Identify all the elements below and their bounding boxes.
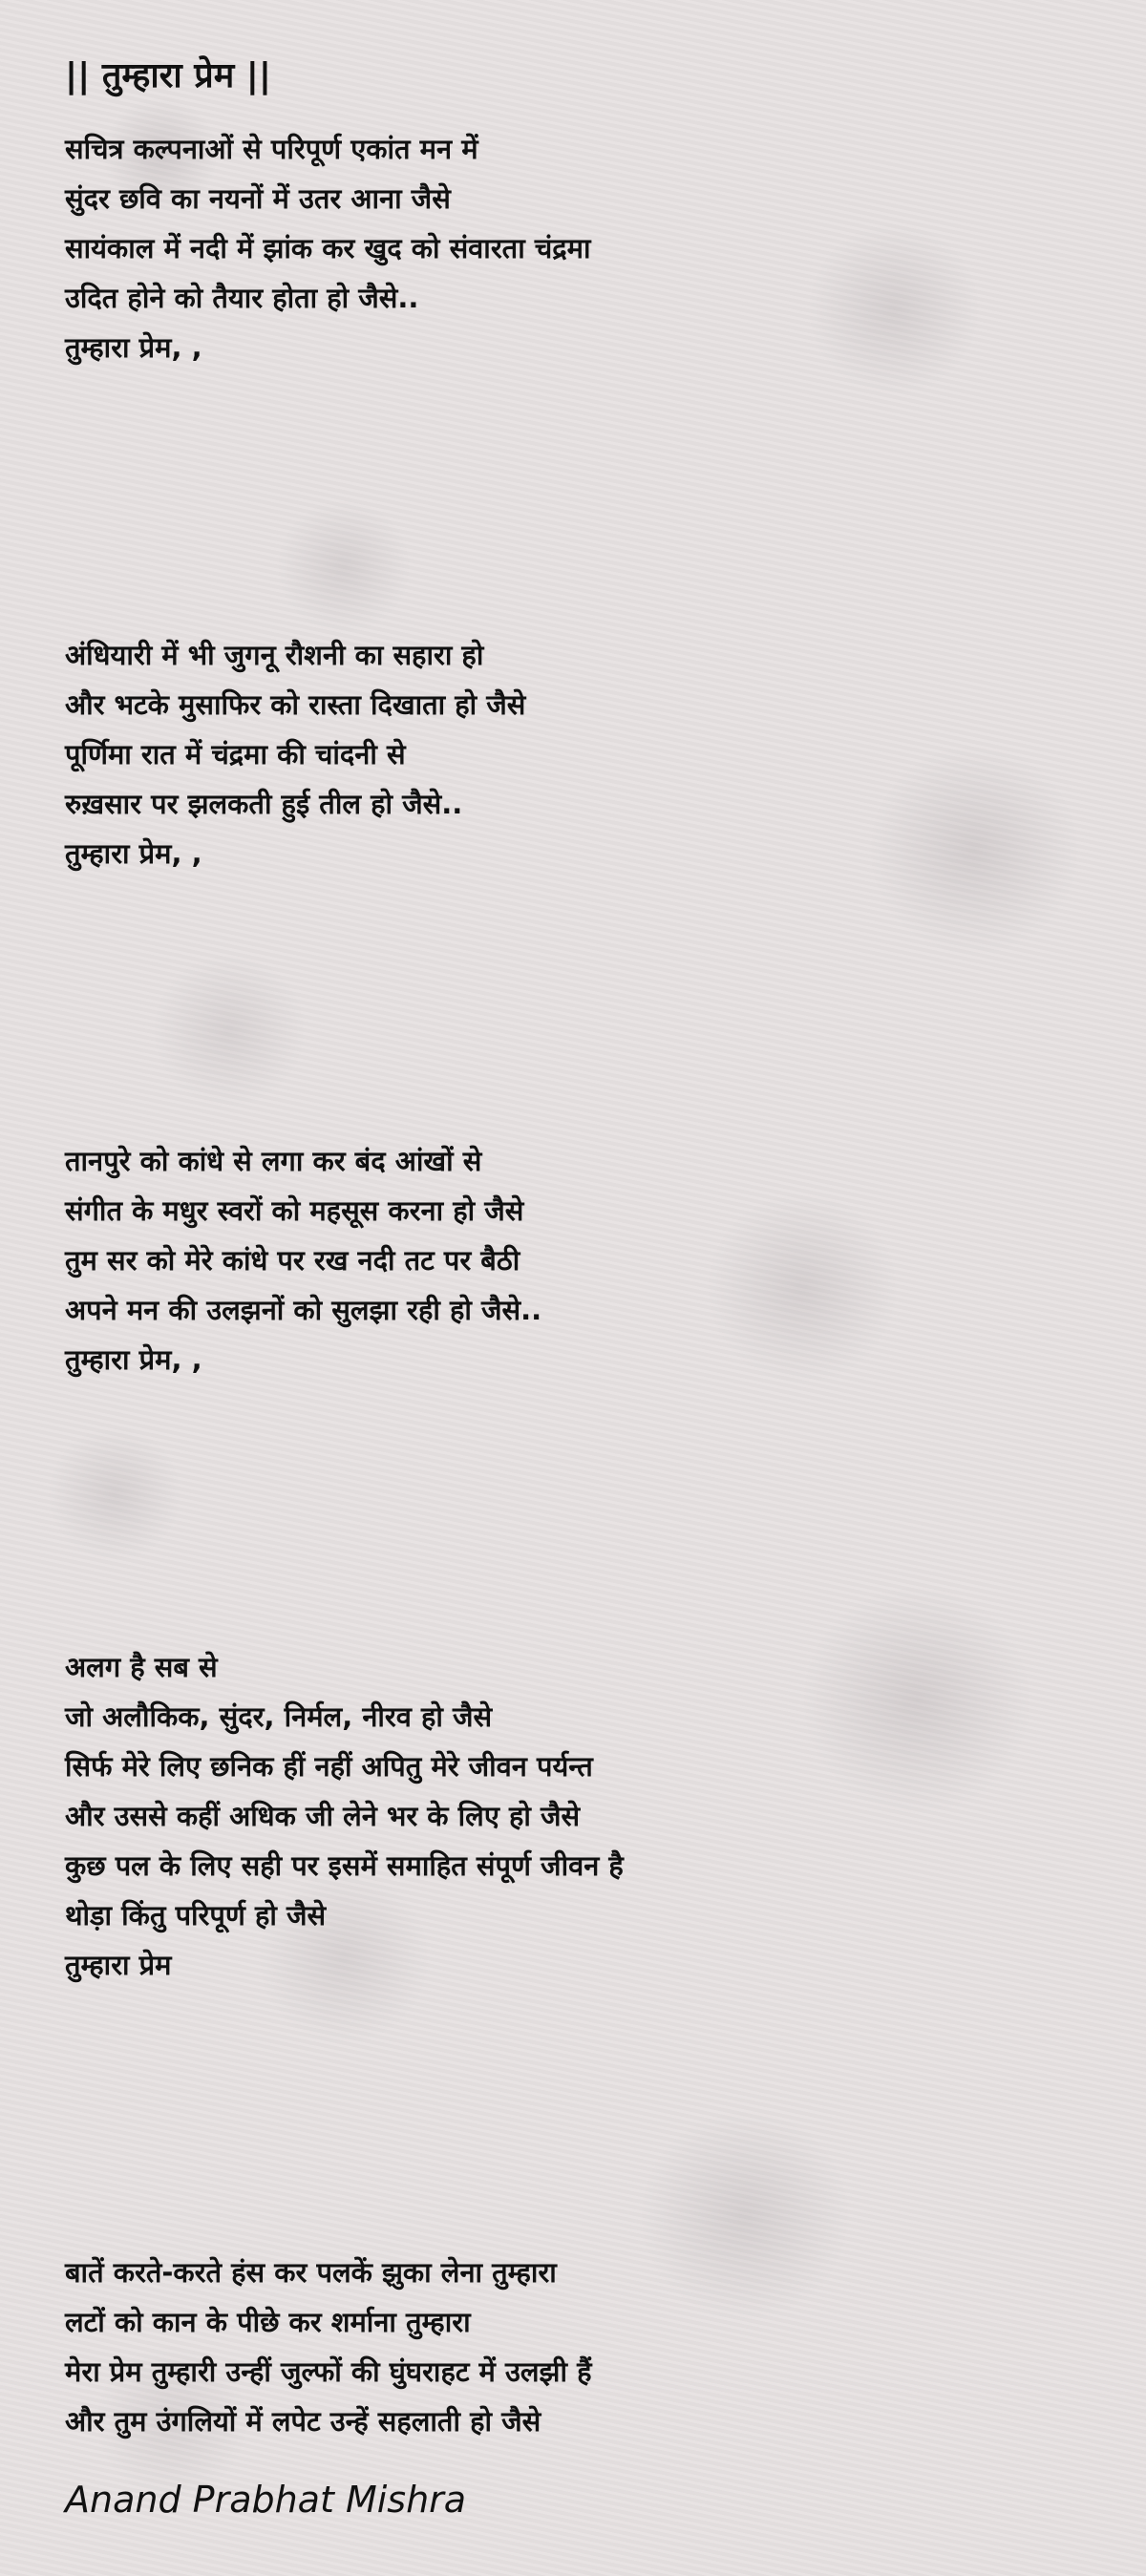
poem-line: तुम्हारा प्रेम, ,	[65, 837, 202, 870]
poem-line: तुम्हारा प्रेम, ,	[65, 331, 202, 364]
stanza-2	[65, 630, 1096, 878]
poem-line: सचित्र कल्पनाओं से परिपूर्ण एकांत मन में	[65, 133, 478, 165]
poem-title: || तुम्हारा प्रेम ||	[65, 56, 272, 95]
poem-line: तुम्हारा प्रेम, ,	[65, 1343, 202, 1376]
poem-line: रुख़सार पर झलकती हुई तील हो जैसे..	[65, 788, 463, 820]
poem-line: तानपुरे को कांधे से लगा कर बंद आंखों से	[65, 1145, 482, 1177]
poem-line: थोड़ा किंतु परिपूर्ण हो जैसे	[65, 1899, 327, 1932]
poem-line: सायंकाल में नदी में झांक कर खुद को संवारता चंद्रमा	[65, 232, 591, 264]
poem-line: अलग है सब से	[65, 1651, 218, 1683]
poem-line: बातें करते-करते हंस कर पलकें झुका लेना तुम्हारा	[65, 2256, 557, 2289]
poem-line: सुंदर छवि का नयनों में उतर आना जैसे	[65, 182, 451, 215]
poem-line: और तुम उंगलियों में लपेट उन्हें सहलाती हो जैसे	[65, 2405, 541, 2438]
stanza-5	[65, 2248, 1096, 2446]
poem-line: तुम्हारा प्रेम	[65, 1949, 172, 1981]
stanza-4	[65, 1642, 1096, 1990]
stanza-1	[65, 124, 1096, 372]
poem-line: सिर्फ मेरे लिए छनिक हीं नहीं अपितु मेरे जीवन पर्यन्त	[65, 1750, 593, 1783]
poem-line: और उससे कहीं अधिक जी लेने भर के लिए हो जैसे	[65, 1800, 581, 1832]
poem-line: जो अलौकिक, सुंदर, निर्मल, नीरव हो जैसे	[65, 1700, 493, 1733]
poem-line: लटों को कान के पीछे कर शर्माना तुम्हारा	[65, 2306, 471, 2338]
poem-line: मेरा प्रेम तुम्हारी उन्हीं जुल्फों की घुंघराहट में उलझी हैं	[65, 2355, 592, 2388]
author-name: Anand Prabhat Mishra	[65, 2479, 467, 2521]
poem-line: अपने मन की उलझनों को सुलझा रही हो जैसे..	[65, 1294, 542, 1326]
poem-line: उदित होने को तैयार होता हो जैसे..	[65, 282, 419, 314]
poem-container	[65, 42, 1096, 2446]
poem-line: और भटके मुसाफिर को रास्ता दिखाता हो जैसे	[65, 688, 526, 721]
poem-line: संगीत के मधुर स्वरों को महसूस करना हो जैसे	[65, 1194, 524, 1227]
poem-line: कुछ पल के लिए सही पर इसमें समाहित संपूर्ण जीवन है	[65, 1849, 624, 1882]
poem-line: तुम सर को मेरे कांधे पर रख नदी तट पर बैठी	[65, 1244, 520, 1277]
poem-line: पूर्णिमा रात में चंद्रमा की चांदनी से	[65, 738, 406, 771]
poem-line: अंधियारी में भी जुगनू रौशनी का सहारा हो	[65, 639, 484, 671]
stanza-3	[65, 1136, 1096, 1384]
